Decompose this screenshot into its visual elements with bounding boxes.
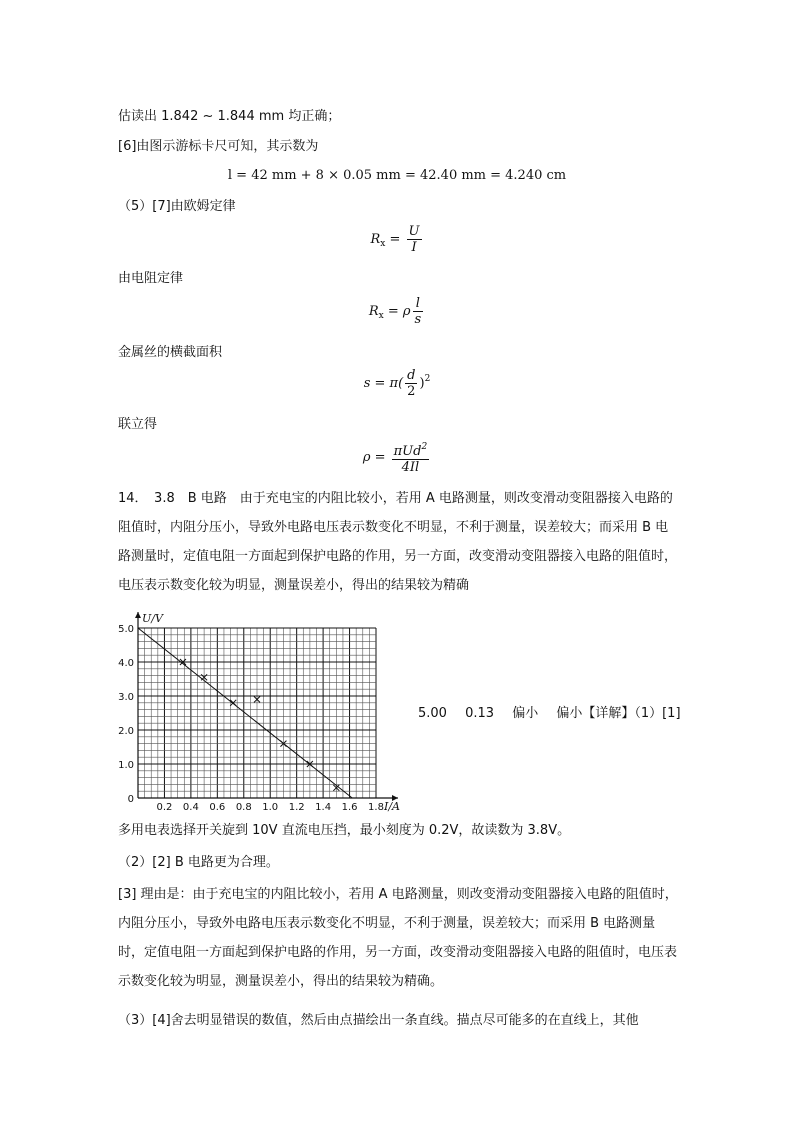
y-tick-label: 4.0: [118, 658, 134, 669]
ohm-formula: $R_x$ = $\frac{U}{I}$: [370, 224, 420, 255]
y-tick-label: 5.0: [118, 624, 134, 635]
detail-p1: 多用电表选择开关旋到 10V 直流电压挡，最小刻度为 0.2V，故读数为 3.8V。: [118, 823, 571, 838]
result-den: 4Il: [401, 460, 420, 475]
chart-grid: [138, 628, 376, 798]
y-tick-label: 0: [127, 794, 134, 805]
resist-formula: $R_x = \rho$ $\frac{l}{s}$: [368, 296, 422, 327]
detail-p2: （2）[2] B 电路更为合理。: [118, 855, 279, 870]
y-tick-label: 2.0: [118, 726, 134, 737]
x-tick-label: 0.6: [209, 802, 226, 813]
x-tick-label: 1.0: [262, 802, 279, 813]
resist-den: s: [414, 312, 422, 327]
fit-line: [138, 628, 352, 798]
ohm-lhs: R: [370, 232, 381, 247]
chart-axes: [135, 612, 398, 801]
detail-p4: （3）[4]舍去明显错误的数值，然后由点描绘出一条直线。描点尽可能多的在直线上，其他: [118, 1013, 639, 1028]
y-tick-label: 3.0: [118, 692, 134, 703]
area-den: 2: [407, 384, 416, 399]
answer-error-1: 偏小: [512, 706, 539, 721]
line-estimate: 估读出 1.842 ~ 1.844 mm 均正确；: [118, 109, 341, 124]
x-tick-label: 1.6: [341, 802, 358, 813]
answer-error-2: 偏小【详解】（1）[1]: [556, 706, 681, 721]
x-tick-label: 0.2: [156, 802, 173, 813]
answers-row: [418, 702, 695, 721]
y-axis-arrow: [135, 612, 141, 618]
ohm-fraction: [407, 224, 422, 255]
area-lhs: s = π(: [363, 376, 404, 391]
result-formula: [0, 440, 794, 475]
caliper-formula: l = 42 mm + 8 × 0.05 mm = 42.40 mm = 4.240 cm: [227, 168, 567, 183]
area-rhs: ): [419, 376, 425, 391]
resist-lhs-sub: x: [378, 311, 384, 321]
resist-fraction: [413, 296, 424, 327]
x-tick-label: 1.2: [288, 802, 305, 813]
area-formula: [0, 368, 794, 399]
x-axis-label: I/A: [384, 800, 400, 813]
line-resist-law: 由电阻定律: [118, 271, 184, 286]
result-lhs: ρ =: [362, 450, 386, 465]
result-num-text: πUd: [393, 444, 422, 459]
line-combine: 联立得: [118, 417, 158, 432]
ohm-lhs-sub: x: [380, 239, 386, 249]
y-axis-label: U/V: [142, 612, 163, 625]
area-fraction: [405, 368, 417, 399]
x-tick-label: 0.8: [235, 802, 252, 813]
ohm-num: U: [408, 224, 420, 239]
resist-rho: ρ: [402, 304, 411, 319]
result-num: [392, 440, 430, 460]
line-caliper: [6]由图示游标卡尺可知，其示数为: [118, 139, 319, 154]
resist-lhs: R: [368, 304, 379, 319]
x-tick-label: 1.4: [315, 802, 332, 813]
answer-resistance: 0.13: [465, 706, 495, 721]
u-i-chart: [112, 602, 402, 814]
detail-p3: [3] 理由是：由于充电宝的内阻比较小，若用 A 电路测量，则改变滑动变阻器接入电路的阻值时，内阻分压小，导致外电路电压表示数变化不明显，不利于测量，误差较大；而采用 B 电路测量时，定值电阻一方面起到保护电路的作用，另一方面，改变滑动变阻器接入电路的阻值时，电压表示数变化较为明显，测量误差小，得出的结果较为精确。: [118, 887, 678, 989]
result-fraction: [392, 440, 430, 475]
y-tick-label: 1.0: [118, 760, 134, 771]
x-tick-label: 0.4: [182, 802, 199, 813]
area-num: d: [407, 368, 416, 383]
answer-emf: 5.00: [418, 706, 447, 721]
line-ohm-law: （5）[7]由欧姆定律: [118, 199, 236, 214]
x-tick-label: 1.8: [368, 802, 384, 813]
result-num-pow: 2: [421, 442, 428, 452]
resist-num: l: [413, 296, 424, 312]
q14-answer: 14． 3.8 B 电路 由于充电宝的内阻比较小，若用 A 电路测量，则改变滑动变阻器接入电路的阻值时，内阻分压小，导致外电路电压表示数变化不明显，不利于测量，误差较大；而采用 B 电路测量时，定值电阻一方面起到保护电路的作用，另一方面，改变滑动变阻器接入电路的阻值时，电压表示数变化较为明显，测量误差小，得出的结果较为精确: [118, 491, 678, 593]
line-area: 金属丝的横截面积: [118, 345, 223, 360]
ohm-den: I: [411, 240, 417, 255]
area-pow: 2: [424, 374, 431, 384]
